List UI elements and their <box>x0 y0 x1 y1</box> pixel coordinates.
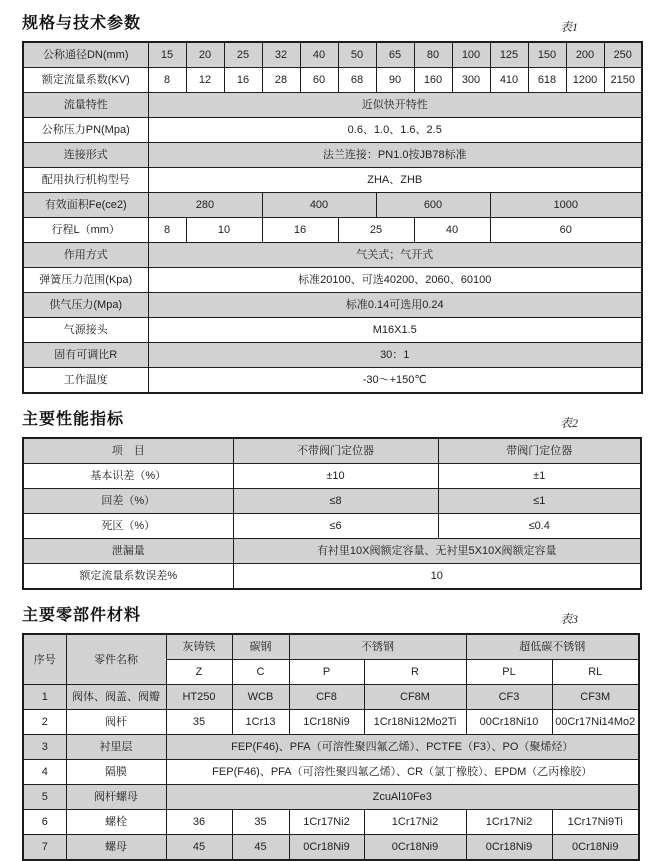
table-row <box>23 785 639 810</box>
section-materials <box>22 606 640 861</box>
table-cell: 280 <box>148 193 262 218</box>
row-label-cell: 公称压力PN(Mpa) <box>23 118 148 143</box>
row-label-cell: 7 <box>23 835 66 861</box>
table-row <box>23 489 641 514</box>
data-table <box>22 41 643 394</box>
table-cell: 32 <box>262 42 300 68</box>
table-cell: 10 <box>233 564 641 590</box>
data-table <box>22 437 642 590</box>
table-cell: 碳钢 <box>232 634 289 660</box>
table-cell: 衬里层 <box>66 735 166 760</box>
table-cell: 410 <box>490 68 528 93</box>
section-header <box>22 14 640 34</box>
table-cell: 25 <box>224 42 262 68</box>
table-cell: ≤8 <box>233 489 438 514</box>
table-cell: FEP(F46)、PFA（可溶性聚四氟乙烯）、CR（氯丁橡胶）、EPDM（乙丙橡胶） <box>166 760 639 785</box>
table-cell: 160 <box>414 68 452 93</box>
table-cell: 1Cr17Ni2 <box>289 810 364 835</box>
table-row <box>23 710 639 735</box>
table-cell: 阀杆 <box>66 710 166 735</box>
data-table <box>22 633 640 861</box>
table-row <box>23 193 642 218</box>
table-cell: 300 <box>452 68 490 93</box>
table-row <box>23 168 642 193</box>
table-row <box>23 143 642 168</box>
row-label-cell: 流量特性 <box>23 93 148 118</box>
row-label-cell: 固有可调比R <box>23 343 148 368</box>
table-cell: 0Cr18Ni9 <box>289 835 364 861</box>
table-cell: 250 <box>604 42 642 68</box>
table-row <box>23 243 642 268</box>
table-cell: 螺母 <box>66 835 166 861</box>
table-cell: C <box>232 660 289 685</box>
table-cell: FEP(F46)、PFA（可溶性聚四氟乙烯）、PCTFE（F3）、PO（聚烯烃） <box>166 735 639 760</box>
table-cell: 不锈钢 <box>289 634 466 660</box>
row-label-cell: 6 <box>23 810 66 835</box>
table-cell: 超低碳不锈钢 <box>466 634 639 660</box>
table-cell: 1Cr18Ni9 <box>289 710 364 735</box>
section-title-performance: 主要性能指标 <box>22 411 125 428</box>
row-label-cell: 基本识差（%） <box>23 464 233 489</box>
specifications-table <box>22 41 640 394</box>
table-cell: 0Cr18Ni9 <box>466 835 552 861</box>
table-row <box>23 835 639 861</box>
table-cell: 0.6、1.0、1.6、2.5 <box>148 118 642 143</box>
row-label-cell: 有效面积Fe(ce2) <box>23 193 148 218</box>
table-cell: 零件名称 <box>66 634 166 685</box>
table-cell: 40 <box>414 218 490 243</box>
row-label-cell: 连接形式 <box>23 143 148 168</box>
row-label-cell: 死区（%） <box>23 514 233 539</box>
table-cell: 35 <box>232 810 289 835</box>
table-row <box>23 564 641 590</box>
row-label-cell: 4 <box>23 760 66 785</box>
table-cell: 45 <box>232 835 289 861</box>
table-cell: 不带阀门定位器 <box>233 438 438 464</box>
row-label-cell: 1 <box>23 685 66 710</box>
table-cell: 0Cr18Ni9 <box>552 835 639 861</box>
table-row <box>23 760 639 785</box>
row-label-cell: 2 <box>23 710 66 735</box>
row-label-cell: 泄漏量 <box>23 539 233 564</box>
table-cell: 12 <box>186 68 224 93</box>
section-header <box>22 606 640 626</box>
table-number-label-2: 表2 <box>559 416 578 430</box>
table-cell: 1200 <box>566 68 604 93</box>
table-number-label-1: 表1 <box>559 20 578 34</box>
table-cell: 25 <box>338 218 414 243</box>
table-cell: CF8M <box>364 685 466 710</box>
table-cell: 1Cr17Ni9Ti <box>552 810 639 835</box>
table-cell: 28 <box>262 68 300 93</box>
table-cell: 有衬里10X阀额定容量、无衬里5X10X阀额定容量 <box>233 539 641 564</box>
table-cell: 45 <box>166 835 232 861</box>
table-cell: 50 <box>338 42 376 68</box>
table-row <box>23 118 642 143</box>
table-row <box>23 318 642 343</box>
table-cell: 36 <box>166 810 232 835</box>
row-label-cell: 3 <box>23 735 66 760</box>
section-title-specifications: 规格与技术参数 <box>22 15 142 32</box>
table-row <box>23 93 642 118</box>
table-cell: M16X1.5 <box>148 318 642 343</box>
table-cell: ≤6 <box>233 514 438 539</box>
table-row <box>23 810 639 835</box>
table-row <box>23 293 642 318</box>
table-cell: 90 <box>376 68 414 93</box>
table-cell: 60 <box>300 68 338 93</box>
table-cell: 2150 <box>604 68 642 93</box>
table-cell: 带阀门定位器 <box>438 438 641 464</box>
table-cell: 螺栓 <box>66 810 166 835</box>
table-cell: ≤1 <box>438 489 641 514</box>
table-row <box>23 68 642 93</box>
table-cell: ±10 <box>233 464 438 489</box>
table-cell: 8 <box>148 68 186 93</box>
row-label-cell: 配用执行机构型号 <box>23 168 148 193</box>
table-cell: 10 <box>186 218 262 243</box>
performance-table <box>22 437 640 590</box>
table-cell: ≤0.4 <box>438 514 641 539</box>
table-cell: 400 <box>262 193 376 218</box>
table-cell: HT250 <box>166 685 232 710</box>
table-cell: 隔膜 <box>66 760 166 785</box>
table-cell: 200 <box>566 42 604 68</box>
table-cell: 法兰连接：PN1.0按JB78标准 <box>148 143 642 168</box>
table-cell: PL <box>466 660 552 685</box>
table-cell: 0Cr18Ni9 <box>364 835 466 861</box>
table-cell: 16 <box>224 68 262 93</box>
row-label-cell: 气源接头 <box>23 318 148 343</box>
table-row <box>23 685 639 710</box>
table-cell: RL <box>552 660 639 685</box>
table-cell: 80 <box>414 42 452 68</box>
row-label-cell: 行程L（mm） <box>23 218 148 243</box>
table-cell: 100 <box>452 42 490 68</box>
row-label-cell: 项 目 <box>23 438 233 464</box>
table-cell: 35 <box>166 710 232 735</box>
table-row <box>23 268 642 293</box>
table-cell: 20 <box>186 42 224 68</box>
table-cell: CF3 <box>466 685 552 710</box>
table-row <box>23 539 641 564</box>
table-number-label-3: 表3 <box>559 612 578 626</box>
table-cell: P <box>289 660 364 685</box>
table-cell: 灰铸铁 <box>166 634 232 660</box>
row-label-cell: 5 <box>23 785 66 810</box>
table-row <box>23 735 639 760</box>
table-cell: CF8 <box>289 685 364 710</box>
section-title-materials: 主要零部件材料 <box>22 607 142 624</box>
table-cell: 40 <box>300 42 338 68</box>
table-row <box>23 634 639 660</box>
materials-table <box>22 633 640 861</box>
section-header <box>22 410 640 430</box>
row-label-cell: 弹簧压力范围(Kpa) <box>23 268 148 293</box>
row-label-cell: Z <box>166 660 232 685</box>
table-cell: 125 <box>490 42 528 68</box>
row-label-cell: 序号 <box>23 634 66 685</box>
table-row <box>23 343 642 368</box>
table-row <box>23 438 641 464</box>
table-cell: 15 <box>148 42 186 68</box>
table-cell: ±1 <box>438 464 641 489</box>
table-cell: 30：1 <box>148 343 642 368</box>
section-performance <box>22 410 640 590</box>
row-label-cell: 回差（%） <box>23 489 233 514</box>
table-cell: 阀体、阀盖、阀瓣 <box>66 685 166 710</box>
table-cell: 618 <box>528 68 566 93</box>
table-cell: 1Cr17Ni2 <box>364 810 466 835</box>
table-cell: 气关式；气开式 <box>148 243 642 268</box>
table-cell: 60 <box>490 218 642 243</box>
table-row <box>23 218 642 243</box>
row-label-cell: 工作温度 <box>23 368 148 394</box>
table-cell: 600 <box>376 193 490 218</box>
table-cell: CF3M <box>552 685 639 710</box>
row-label-cell: 作用方式 <box>23 243 148 268</box>
table-cell: 68 <box>338 68 376 93</box>
table-cell: 00Cr17Ni14Mo2 <box>552 710 639 735</box>
table-cell: 00Cr18Ni10 <box>466 710 552 735</box>
table-cell: 1Cr13 <box>232 710 289 735</box>
row-label-cell: 公称通径DN(mm) <box>23 42 148 68</box>
table-cell: -30～+150℃ <box>148 368 642 394</box>
table-row <box>23 464 641 489</box>
row-label-cell: 额定流量系数(KV) <box>23 68 148 93</box>
row-label-cell: 额定流量系数误差% <box>23 564 233 590</box>
table-row <box>23 368 642 394</box>
table-cell: 标准20100、可选40200、2060、60100 <box>148 268 642 293</box>
table-cell: 65 <box>376 42 414 68</box>
table-cell: 1000 <box>490 193 642 218</box>
table-cell: ZcuAl10Fe3 <box>166 785 639 810</box>
table-cell: 阀杆螺母 <box>66 785 166 810</box>
section-specifications <box>22 14 640 394</box>
table-cell: 150 <box>528 42 566 68</box>
table-cell: 近似快开特性 <box>148 93 642 118</box>
table-row <box>23 514 641 539</box>
table-cell: 16 <box>262 218 338 243</box>
table-cell: 1Cr18Ni12Mo2Ti <box>364 710 466 735</box>
table-cell: R <box>364 660 466 685</box>
table-cell: ZHA、ZHB <box>148 168 642 193</box>
table-cell: 1Cr17Ni2 <box>466 810 552 835</box>
table-cell: 8 <box>148 218 186 243</box>
table-cell: 标准0.14可选用0.24 <box>148 293 642 318</box>
row-label-cell: 供气压力(Mpa) <box>23 293 148 318</box>
table-cell: WCB <box>232 685 289 710</box>
table-row <box>23 42 642 68</box>
